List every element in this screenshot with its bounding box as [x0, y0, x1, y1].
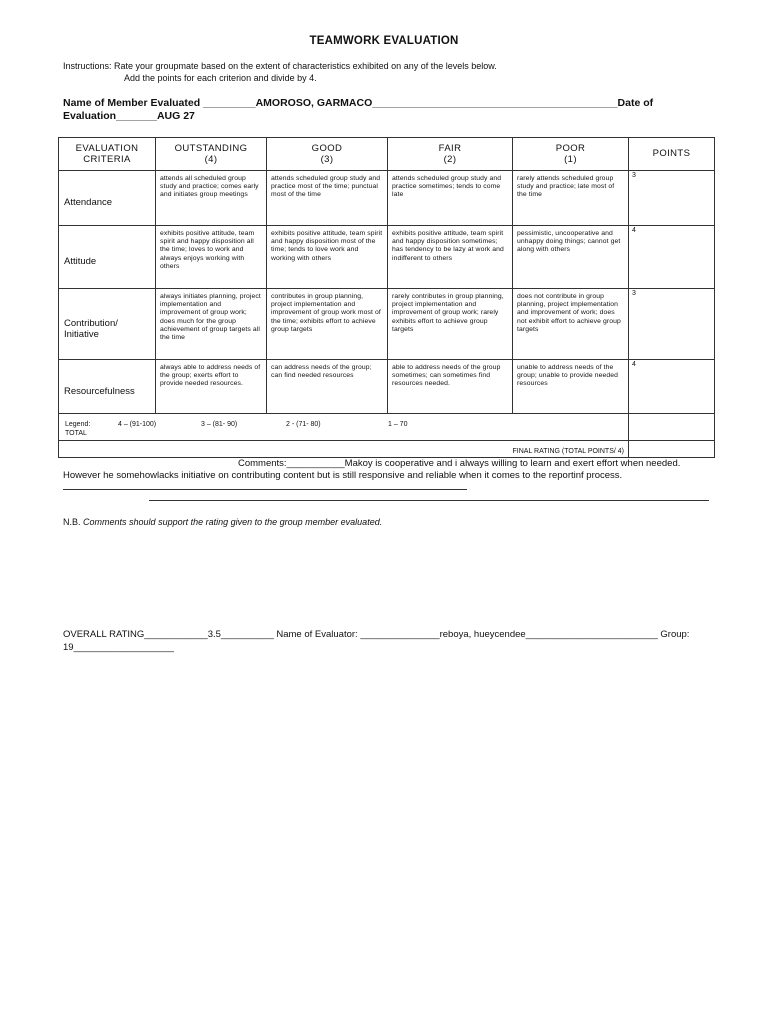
instructions	[63, 61, 497, 84]
comments	[63, 458, 723, 481]
legend-1: 1 – 70	[388, 421, 408, 428]
header-good	[267, 138, 388, 171]
table-row	[59, 171, 715, 226]
table-row	[59, 289, 715, 360]
nb-note	[63, 517, 382, 527]
legend-2: 2 - (71- 80)	[286, 421, 321, 428]
comment-blank-line	[149, 500, 709, 501]
cell-fair: able to address needs of the group sometimes; can sometimes find resources needed.	[388, 360, 513, 414]
legend	[59, 414, 629, 441]
header-fair-label: FAIR	[438, 143, 462, 154]
cell-poor: pessimistic, uncooperative and unhappy doing things; cannot get along with others	[513, 226, 629, 289]
final-rating-row	[59, 441, 715, 458]
criterion-attitude: Attitude	[59, 226, 156, 289]
header-good-points: (3)	[320, 154, 334, 165]
header-outstanding-points: (4)	[204, 154, 218, 165]
cell-fair: attends scheduled group study and practice sometimes; tends to come late	[388, 171, 513, 226]
cell-poor: rarely attends scheduled group study and practice; late most of the time	[513, 171, 629, 226]
cell-outstanding: always able to address needs of the group; exerts effort to provide needed resources.	[156, 360, 267, 414]
header-poor-label: POOR	[555, 143, 586, 154]
header-points: POINTS	[629, 138, 715, 171]
cell-poor: unable to address needs of the group; unable to provide needed resources	[513, 360, 629, 414]
header-fair	[388, 138, 513, 171]
legend-label: Legend:	[65, 421, 91, 428]
cell-outstanding: exhibits positive attitude, team spirit and happy disposition all the time; loves to work and always enjoys working with others	[156, 226, 267, 289]
comments-line-2: However he somehowlacks initiative on contributing content but is still responsive and reliable when it comes to the reportinf process.	[63, 469, 623, 481]
criterion-resourcefulness: Resourcefulness	[59, 360, 156, 414]
overall-rating-line: OVERALL RATING____________3.5__________ Name of Evaluator: _______________reboya, hueycendee_________________________ Group: 19___________________	[63, 629, 690, 653]
total-label: TOTAL	[65, 429, 87, 437]
cell-good: attends scheduled group study and practice most of the time; punctual most of the time	[267, 171, 388, 226]
points-resourcefulness[interactable]: 4	[629, 360, 715, 414]
header-poor	[513, 138, 629, 171]
cell-fair: rarely contributes in group planning, project implementation and improvement of group work; rarely exhibits effort to achieve group targets	[388, 289, 513, 360]
points-attitude[interactable]: 4	[629, 226, 715, 289]
points-contribution[interactable]: 3	[629, 289, 715, 360]
header-fair-points: (2)	[443, 154, 457, 165]
final-rating-label: FINAL RATING (TOTAL POINTS/ 4)	[59, 441, 629, 458]
cell-outstanding: always initiates planning, project implementation and improvement of group work; does much for the group achievement of group targets all the time	[156, 289, 267, 360]
table-row	[59, 226, 715, 289]
header-outstanding-label: OUTSTANDING	[174, 143, 248, 154]
cell-fair: exhibits positive attitude, team spirit and happy disposition sometimes; has tendency to be lazy at work and indifferent to others	[388, 226, 513, 289]
legend-line	[65, 421, 628, 430]
header-poor-points: (1)	[564, 154, 577, 165]
table-row	[59, 360, 715, 414]
legend-3: 3 – (81- 90)	[201, 421, 238, 428]
cell-good: exhibits positive attitude, team spirit and happy disposition most of the time; tends to love work and working with others	[267, 226, 388, 289]
page-title: TEAMWORK EVALUATION	[309, 35, 459, 47]
comments-line-1: Comments:___________Makoy is cooperative and i always willing to learn and exert effort when needed.	[238, 458, 681, 469]
member-evaluated: Name of Member Evaluated _________AMOROSO, GARMACO__________________________________________Date of Evaluation_______AUG 27	[63, 97, 654, 122]
points-attendance[interactable]: 3	[629, 171, 715, 226]
header-outstanding	[156, 138, 267, 171]
header-good-label: GOOD	[311, 143, 343, 154]
instructions-line-2: Add the points for each criterion and divide by 4.	[124, 72, 317, 83]
header-criteria: EVALUATION CRITERIA	[59, 138, 156, 171]
criterion-contribution: Contribution/ Initiative	[59, 289, 156, 360]
legend-row	[59, 414, 715, 441]
cell-outstanding: attends all scheduled group study and practice; comes early and initiates group meetings	[156, 171, 267, 226]
cell-good: contributes in group planning, project implementation and improvement of group work most of the time; exhibits effort to achieve group targets	[267, 289, 388, 360]
instructions-line-1: Instructions: Rate your groupmate based on the extent of characteristics exhibited on any of the levels below.	[63, 61, 497, 71]
rubric-table	[58, 137, 715, 458]
comment-blank-line	[63, 489, 467, 490]
cell-poor: does not contribute in group planning, project implementation and improvement of work; does not exhibit effort to achieve group targets	[513, 289, 629, 360]
legend-4: 4 – (91-100)	[118, 421, 157, 428]
nb-prefix: N.B.	[63, 517, 81, 527]
final-rating-value[interactable]	[629, 441, 715, 458]
criterion-attendance: Attendance	[59, 171, 156, 226]
total-points[interactable]	[629, 414, 715, 441]
header-row	[59, 138, 715, 171]
nb-text: Comments should support the rating given to the group member evaluated.	[83, 517, 383, 527]
cell-good: can address needs of the group; can find needed resources	[267, 360, 388, 414]
